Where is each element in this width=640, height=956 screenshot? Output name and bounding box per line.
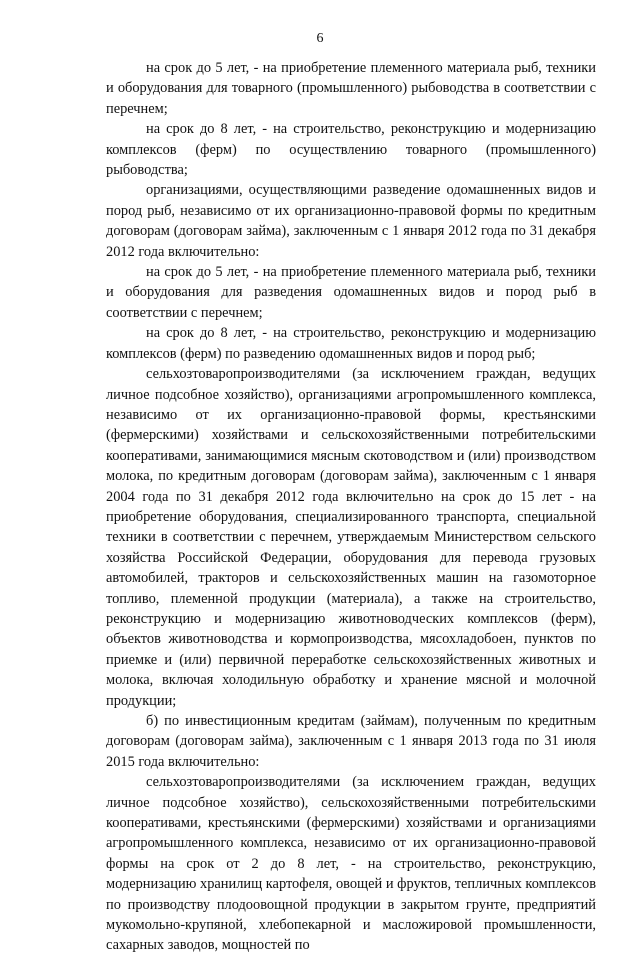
paragraph: на срок до 5 лет, - на приобретение племенного материала рыб, техники и оборудования для товарного (промышленного) рыбоводства в соответствии с перечнем; — [106, 60, 596, 117]
document-body — [106, 58, 596, 956]
paragraph: на срок до 8 лет, - на строительство, реконструкцию и модернизацию комплексов (ферм) по разведению одомашненных видов и пород рыб; — [106, 325, 596, 362]
paragraph: сельхозтоваропроизводителями (за исключением граждан, ведущих личное подсобное хозяйство), сельскохозяйственными потребительскими кооперативами, крестьянскими (фермерскими) хозяйствами и организациями агропромышленного комплекса, независимо от их организационно-правовой формы на срок от 2 до 8 лет, - на строительство, реконструкцию, модернизацию хранилищ картофеля, овощей и фруктов, тепличных комплексов по производству плодоовощной продукции в закрытом грунте, предприятий мукомольно-крупяной, хлебопекарной и масложировой промышленности, сахарных заводов, мощностей по — [106, 774, 596, 954]
paragraph: б) по инвестиционным кредитам (займам), полученным по кредитным договорам (договорам займа), заключенным с 1 января 2013 года по 31 июля 2015 года включительно: — [106, 713, 596, 770]
paragraph: организациями, осуществляющими разведение одомашненных видов и пород рыб, независимо от их организационно-правовой формы по кредитным договорам (договорам займа), заключенным с 1 января 2012 года по 31 декабря 2012 года включительно: — [106, 182, 596, 260]
paragraph: на срок до 5 лет, - на приобретение племенного материала рыб, техники и оборудования для разведения одомашненных видов и пород рыб в соответствии с перечнем; — [106, 264, 596, 321]
paragraph: сельхозтоваропроизводителями (за исключением граждан, ведущих личное подсобное хозяйство), организациями агропромышленного комплекса, независимо от их организационно-правовой формы, крестьянскими (фермерскими) хозяйствами и сельскохозяйственными потребительскими кооперативами, занимающимися мясным скотоводством и (или) производством молока, по кредитным договорам (договорам займа), заключенным с 1 января 2004 года по 31 декабря 2012 года включительно на срок до 15 лет - на приобретение оборудования, специализированного транспорта, специальной техники в соответствии с перечнем, утверждаемым Министерством сельского хозяйства Российской Федерации, оборудования для перевода грузовых автомобилей, тракторов и сельскохозяйственных машин на газомоторное топливо, племенной продукции (материала), а также на строительство, реконструкцию и модернизацию животноводческих комплексов (ферм), объектов животноводства и кормопроизводства, мясохладобоен, пунктов по приемке и (или) первичной переработке сельскохозяйственных животных и молока, включая холодильную обработку и хранение мясной и молочной продукции; — [106, 366, 596, 709]
paragraph: на срок до 8 лет, - на строительство, реконструкцию и модернизацию комплексов (ферм) по осуществлению товарного (промышленного) рыбоводства; — [106, 121, 596, 179]
page-number: 6 — [316, 31, 324, 46]
